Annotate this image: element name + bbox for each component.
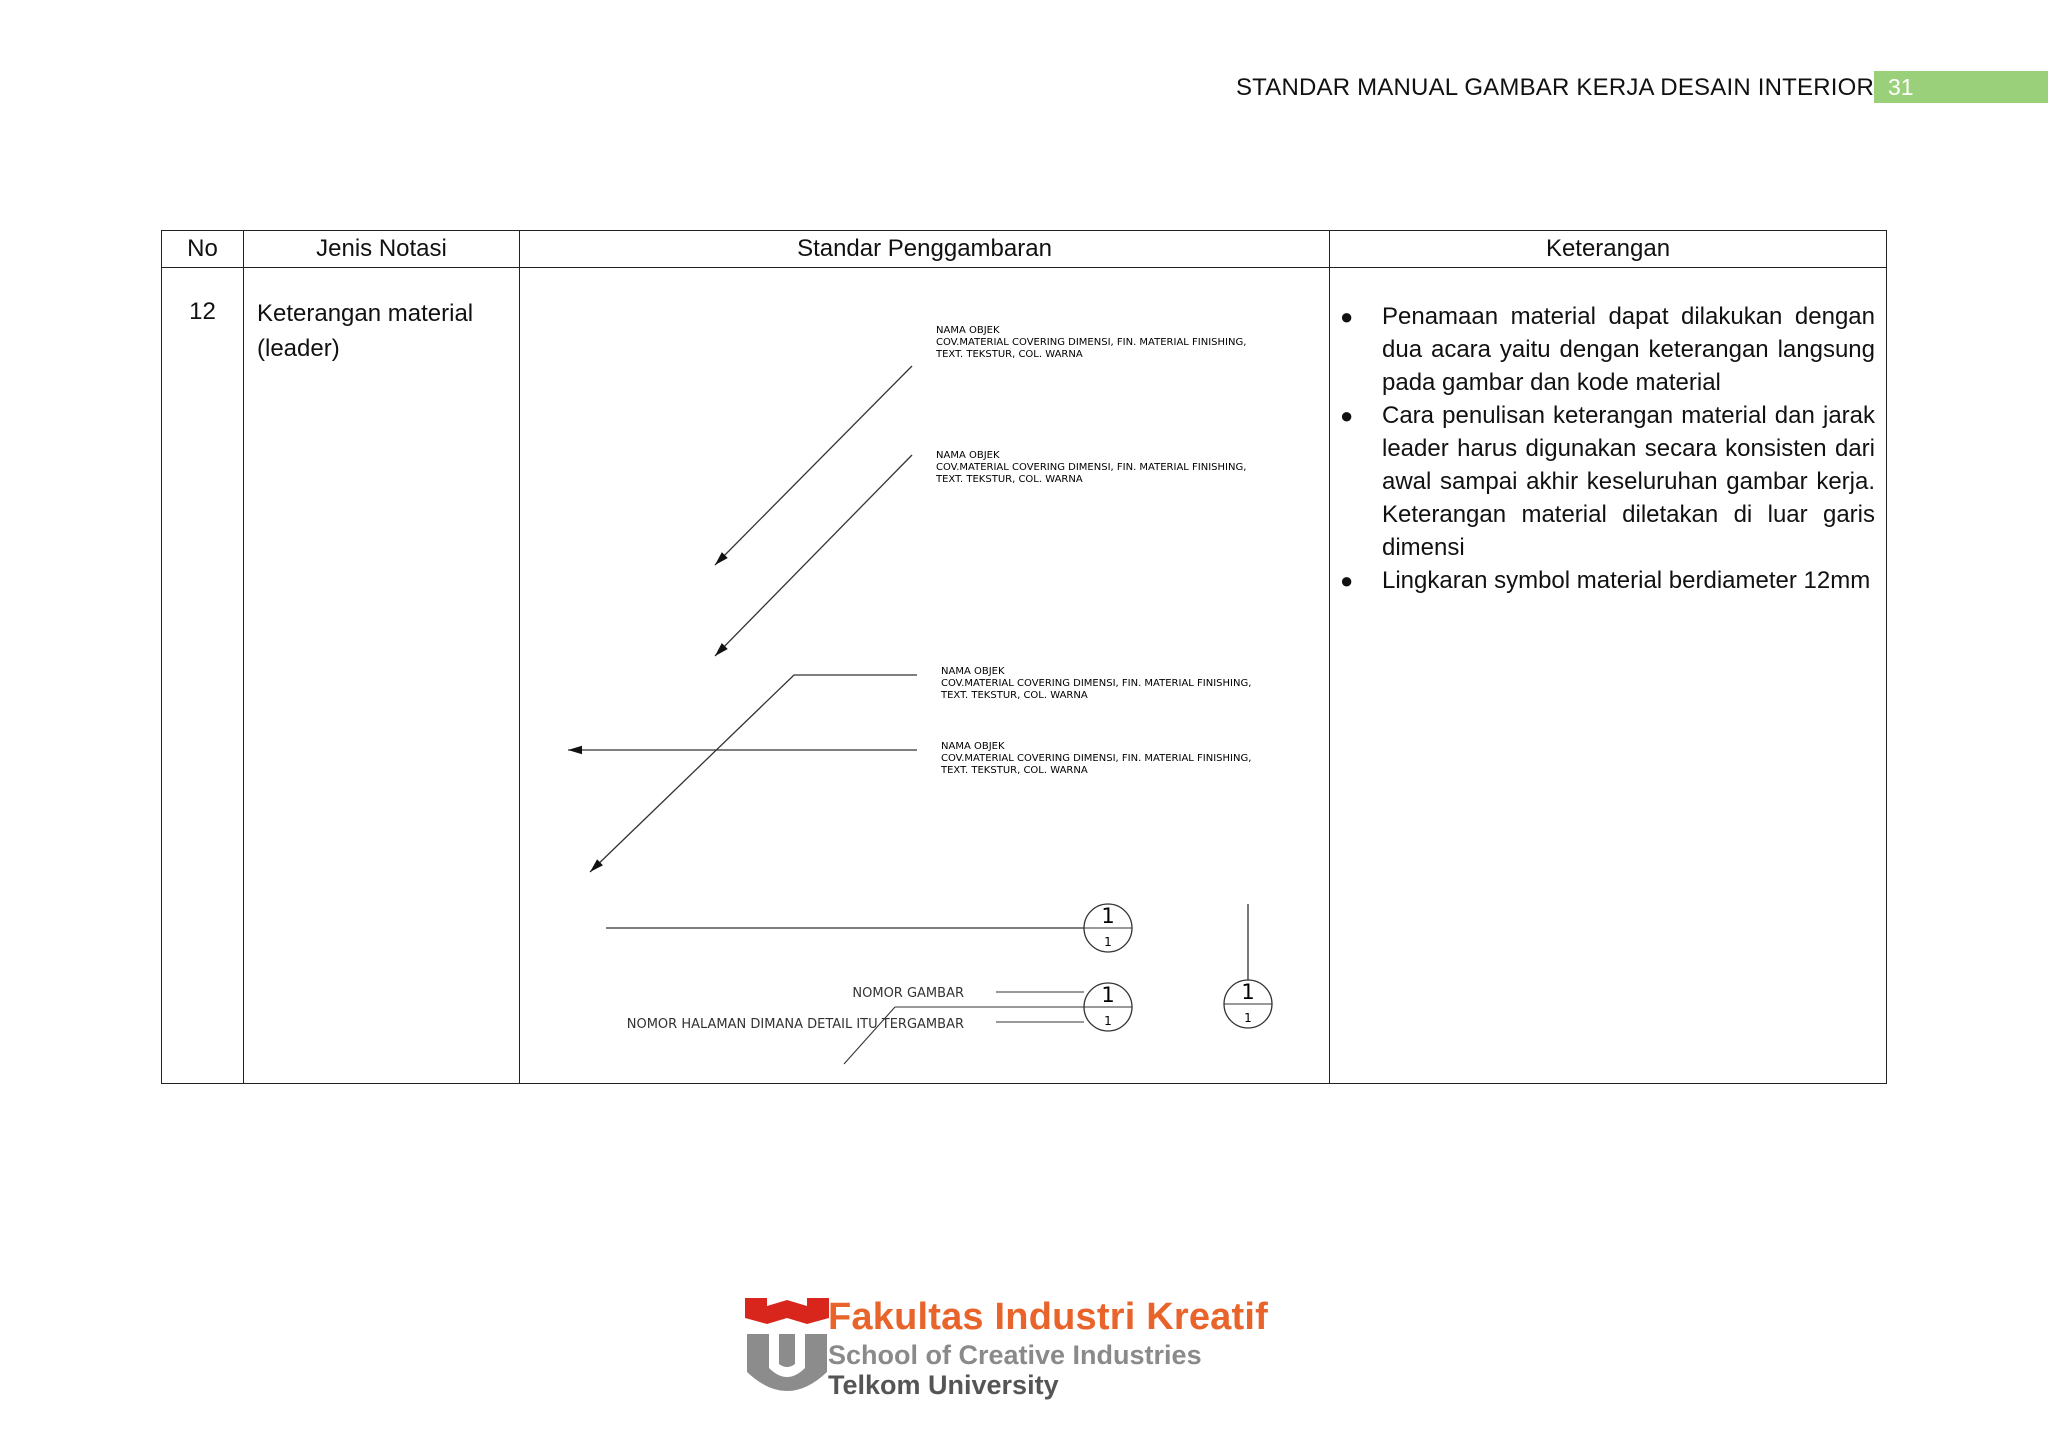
leader-3-label-name: NAMA OBJEK xyxy=(941,666,1005,677)
notation-table xyxy=(161,230,1887,1084)
header-keterangan: Keterangan xyxy=(1330,231,1887,268)
page-number-badge: 31 xyxy=(1874,71,2048,103)
document-header-title: STANDAR MANUAL GAMBAR KERJA DESAIN INTERIOR xyxy=(1235,74,1874,101)
cell-standar-drawing xyxy=(520,268,1330,1084)
leader-1-label-line2: COV.MATERIAL COVERING DIMENSI, FIN. MATERIAL FINISHING, xyxy=(936,337,1247,348)
symbol-1-bottom: 1 xyxy=(1104,935,1112,949)
label-nomor-gambar: NOMOR GAMBAR xyxy=(852,986,964,1001)
keterangan-list xyxy=(1330,268,1886,597)
list-item xyxy=(1340,564,1875,597)
leader-3-label-line3: TEXT. TEKSTUR, COL. WARNA xyxy=(941,690,1088,701)
label-nomor-halaman: NOMOR HALAMAN DIMANA DETAIL ITU TERGAMBAR xyxy=(626,1017,964,1032)
symbol-3-bottom: 1 xyxy=(1244,1011,1252,1025)
leader-horizontal xyxy=(568,741,1251,776)
header-jenis-notasi: Jenis Notasi xyxy=(244,231,520,268)
leader-1-label-name: NAMA OBJEK xyxy=(936,325,1000,336)
symbol-2-bottom: 1 xyxy=(1104,1014,1112,1028)
cell-jenis xyxy=(244,268,520,1084)
bullet-icon: ● xyxy=(1340,403,1354,428)
list-item xyxy=(1340,399,1875,564)
leader-notation-drawing xyxy=(520,268,1330,1083)
keterangan-item-1: Penamaan material dapat dilakukan dengan dua acara yaitu dengan keterangan langsung pada gambar dan kode material xyxy=(1382,303,1875,396)
list-item xyxy=(1340,300,1875,399)
leader-4-label-line2: COV.MATERIAL COVERING DIMENSI, FIN. MATERIAL FINISHING, xyxy=(941,753,1252,764)
material-symbol-vertical xyxy=(1224,904,1272,1028)
leader-bent xyxy=(590,666,1251,872)
keterangan-item-2: Cara penulisan keterangan material dan jarak leader harus digunakan secara konsisten dari awal sampai akhir keseluruhan gambar kerja. Keterangan material diletakan di luar garis dimensi xyxy=(1382,402,1875,561)
material-symbol-horizontal xyxy=(606,904,1132,952)
leader-4-label-name: NAMA OBJEK xyxy=(941,741,1005,752)
keterangan-item-3: Lingkaran symbol material berdiameter 12mm xyxy=(1382,567,1871,594)
leader-2-label-name: NAMA OBJEK xyxy=(936,450,1000,461)
leader-diagonal-1 xyxy=(715,325,1246,565)
footer-university-name: Telkom University xyxy=(828,1370,1059,1400)
leader-2-label-line2: COV.MATERIAL COVERING DIMENSI, FIN. MATERIAL FINISHING, xyxy=(936,462,1247,473)
leader-3-label-line2: COV.MATERIAL COVERING DIMENSI, FIN. MATERIAL FINISHING, xyxy=(941,678,1252,689)
leader-diagonal-2 xyxy=(715,450,1246,656)
footer-school-subtitle: School of Creative Industries xyxy=(828,1340,1202,1370)
symbol-2-top: 1 xyxy=(1101,983,1115,1007)
symbol-1-top: 1 xyxy=(1101,904,1115,928)
header-no: No xyxy=(162,231,244,268)
table-header-row xyxy=(162,231,1887,268)
notation-type: Keterangan material (leader) xyxy=(257,300,474,362)
table-row xyxy=(162,268,1887,1084)
leader-4-label-line3: TEXT. TEKSTUR, COL. WARNA xyxy=(941,765,1088,776)
leader-2-label-line3: TEXT. TEKSTUR, COL. WARNA xyxy=(936,474,1083,485)
cell-keterangan xyxy=(1330,268,1887,1084)
cell-no xyxy=(162,268,244,1084)
material-symbol-labelled xyxy=(627,983,1132,1064)
footer-faculty-title: Fakultas Industri Kreatif xyxy=(828,1296,1268,1338)
bullet-icon: ● xyxy=(1340,304,1354,329)
row-number: 12 xyxy=(189,298,216,325)
leader-1-label-line3: TEXT. TEKSTUR, COL. WARNA xyxy=(936,349,1083,360)
header-standar-penggambaran: Standar Penggambaran xyxy=(520,231,1330,268)
bullet-icon: ● xyxy=(1340,568,1354,593)
symbol-3-top: 1 xyxy=(1241,980,1255,1004)
